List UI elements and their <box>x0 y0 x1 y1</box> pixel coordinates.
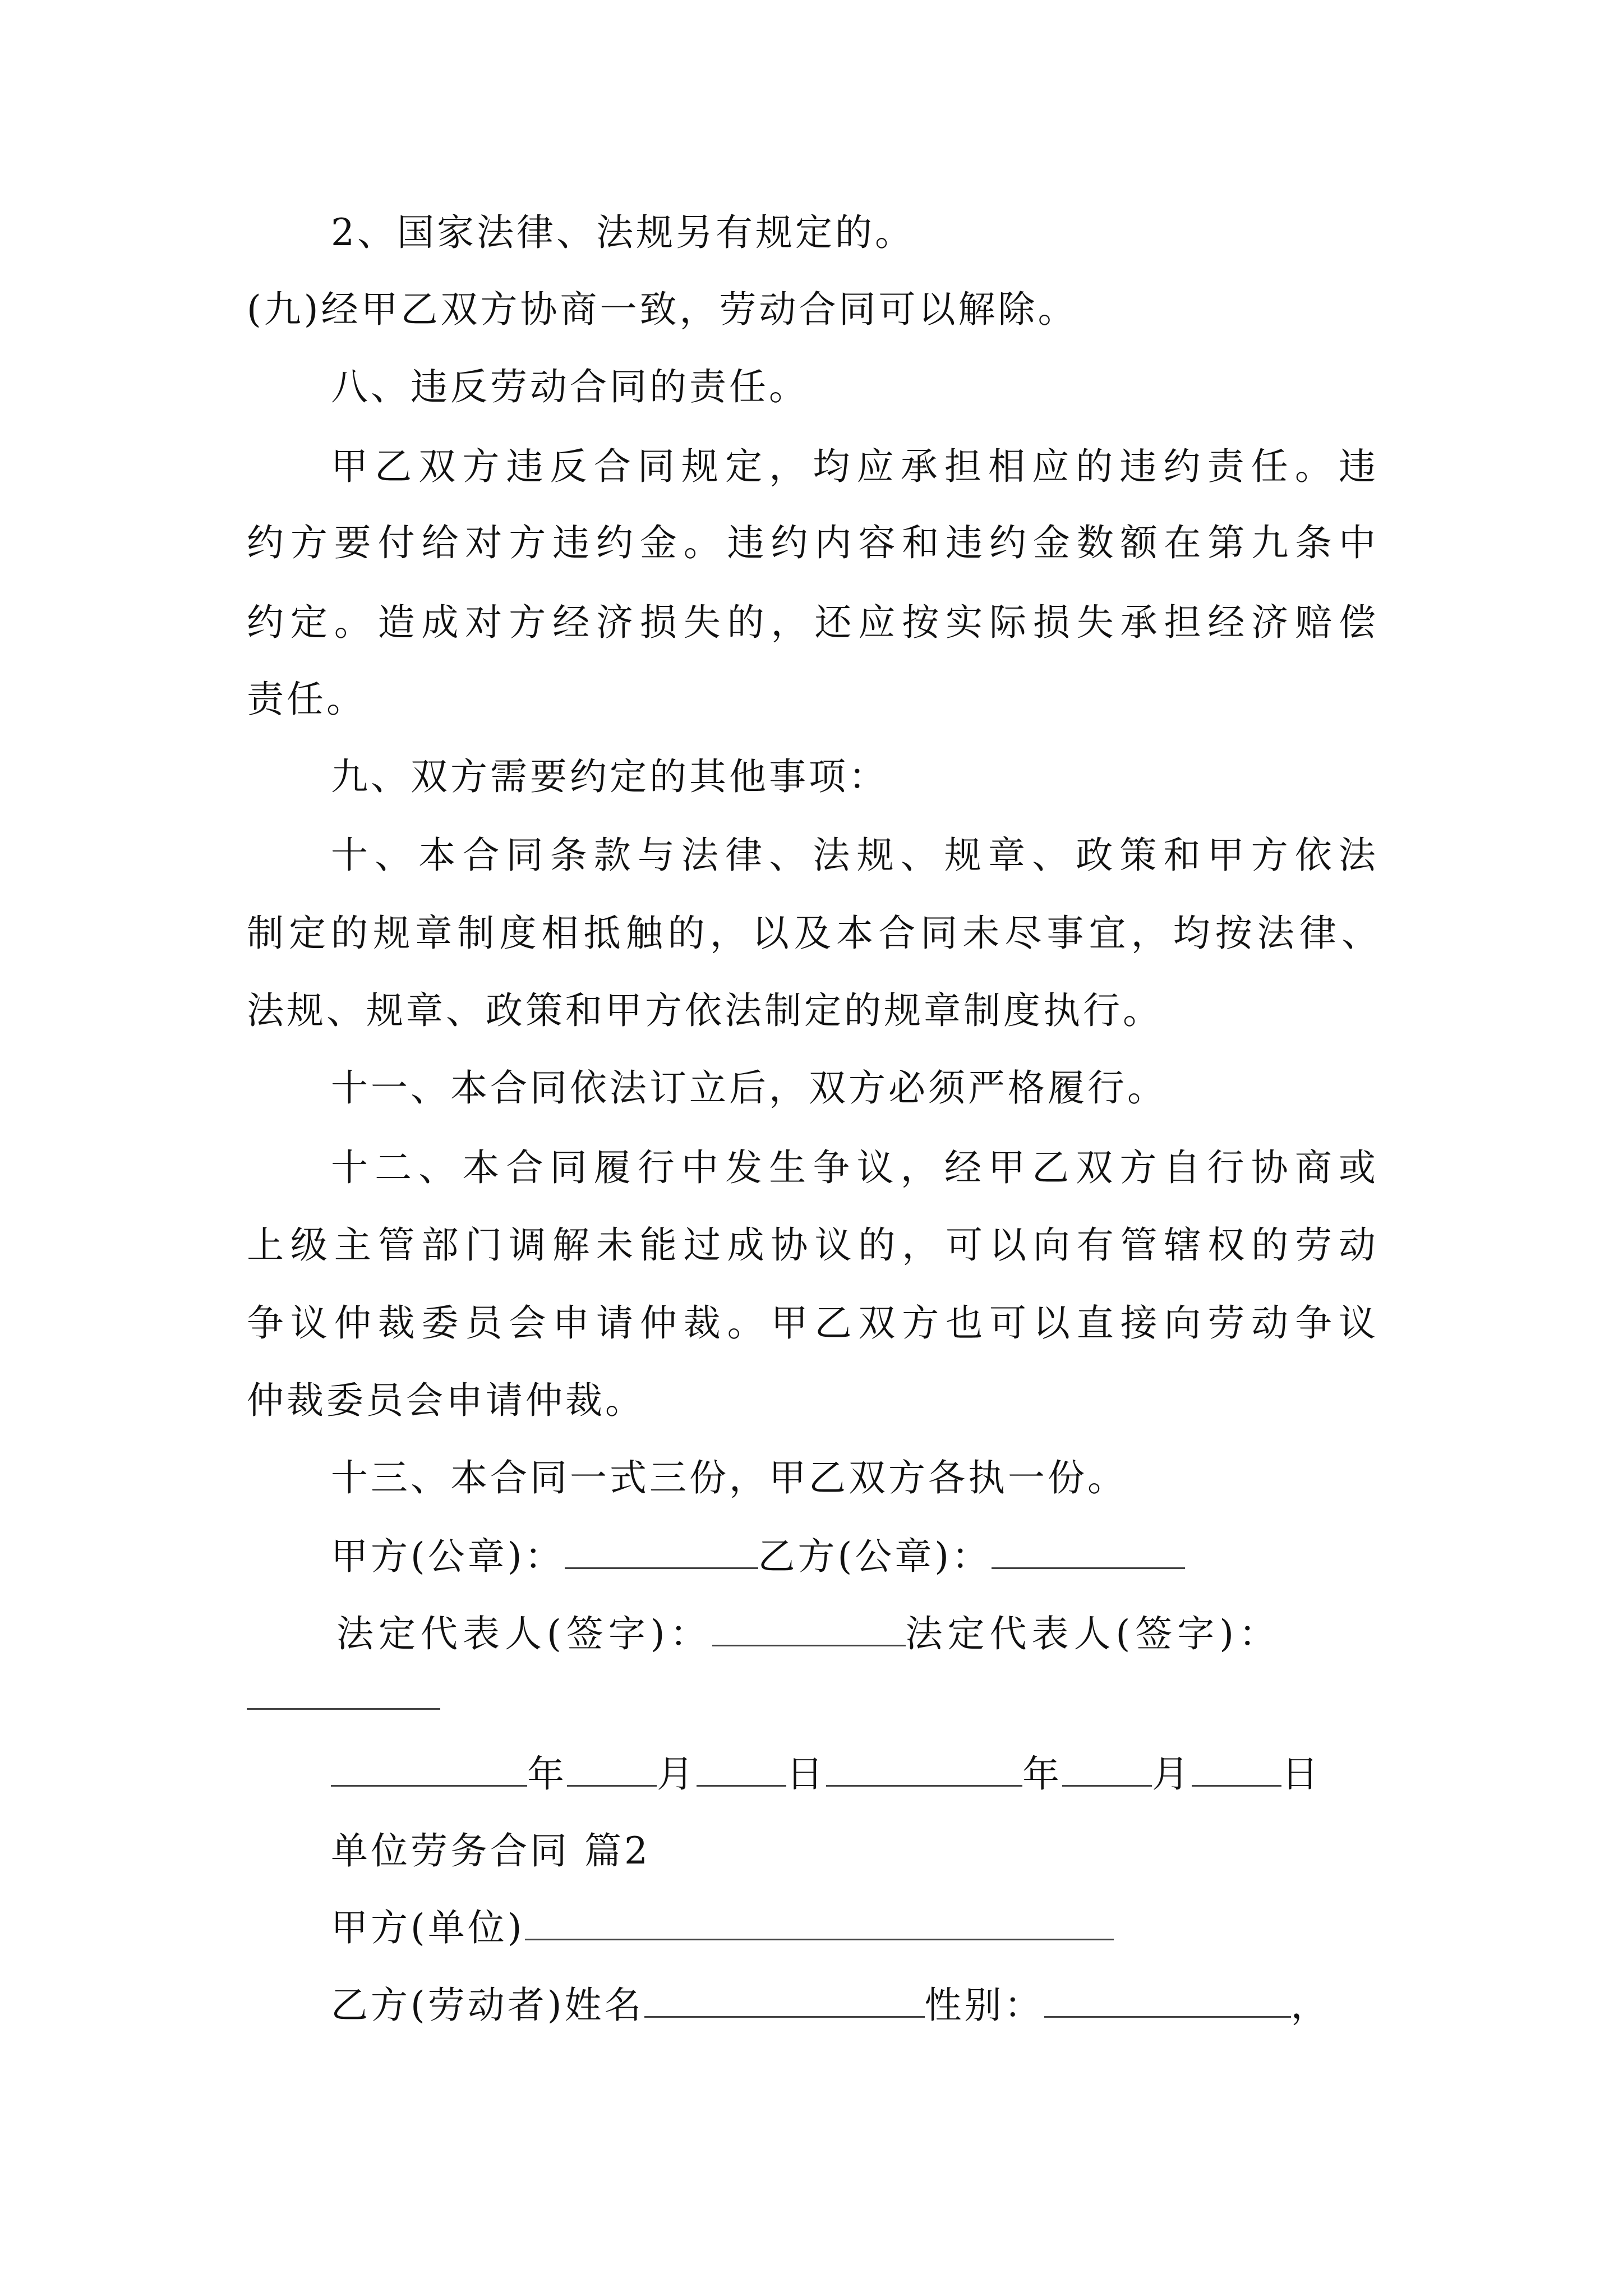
date-b-day-blank <box>1192 1754 1281 1787</box>
date-b-year-label: 年 <box>1022 1752 1062 1796</box>
section-heading: 八、违反劳动合同的责任。 <box>331 365 809 408</box>
date-a-day-label: 日 <box>786 1752 826 1796</box>
rep-b-blank <box>247 1708 440 1710</box>
trailing-comma: ， <box>1290 1984 1331 2027</box>
date-row <box>331 1749 1321 1800</box>
party-b-row <box>331 1980 1331 2031</box>
date-a-year-blank <box>331 1754 527 1787</box>
date-a-year-label: 年 <box>527 1752 567 1796</box>
paragraph-line: 制定的规章制度相抵触的，以及本合同未尽事宜，均按法律、 <box>247 912 1378 955</box>
party-a-unit-label: 甲方(单位) <box>331 1906 525 1949</box>
rep-a-label: 法定代表人(签字)： <box>336 1612 712 1655</box>
paragraph-line: 上级主管部门调解未能过成协议的，可以向有管辖权的劳动 <box>247 1223 1378 1267</box>
section-heading: 九、双方需要约定的其他事项： <box>331 755 888 798</box>
party-a-unit-blank <box>525 1907 1114 1940</box>
paragraph-line: 约定。造成对方经济损失的，还应按实际损失承担经济赔偿 <box>247 601 1378 644</box>
party-a-seal-label: 甲方(公章)： <box>331 1535 565 1578</box>
section-title: 单位劳务合同 篇2 <box>331 1829 651 1872</box>
paragraph-line: 十、本合同条款与法律、法规、规章、政策和甲方依法 <box>331 834 1378 877</box>
representative-row <box>336 1609 1281 1659</box>
gender-blank <box>1044 1985 1291 2018</box>
paragraph-line: 仲裁委员会申请仲裁。 <box>247 1379 645 1422</box>
party-b-seal-blank <box>992 1536 1185 1569</box>
date-b-day-label: 日 <box>1281 1752 1321 1796</box>
paragraph-line: 十一、本合同依法订立后，双方必须严格履行。 <box>331 1066 1167 1110</box>
gender-label: 性别： <box>924 1984 1044 2027</box>
date-b-year-blank <box>826 1754 1022 1787</box>
paragraph-line: 争议仲裁委员会申请仲裁。甲乙双方也可以直接向劳动争议 <box>247 1301 1378 1345</box>
paragraph-line: 责任。 <box>247 678 366 721</box>
seal-row <box>331 1531 1185 1582</box>
paragraph-line: 法规、规章、政策和甲方依法制定的规章制度执行。 <box>247 989 1163 1032</box>
rep-a-blank <box>712 1613 906 1646</box>
rep-b-label: 法定代表人(签字)： <box>905 1612 1281 1655</box>
paragraph-line: 甲乙双方违反合同规定，均应承担相应的违约责任。违 <box>331 445 1378 488</box>
date-a-month-blank <box>567 1754 657 1787</box>
paragraph-line: 十三、本合同一式三份，甲乙双方各执一份。 <box>331 1456 1127 1499</box>
date-a-month-label: 月 <box>657 1752 697 1796</box>
party-b-name-label: 乙方(劳动者)姓名 <box>331 1984 644 2027</box>
paragraph-line: 2、国家法律、法规另有规定的。 <box>331 211 915 254</box>
date-a-day-blank <box>697 1754 786 1787</box>
paragraph-line: 约方要付给对方违约金。违约内容和违约金数额在第九条中 <box>247 521 1378 564</box>
party-a-seal-blank <box>565 1536 758 1569</box>
party-b-seal-label: 乙方(公章)： <box>758 1535 992 1578</box>
party-a-row <box>331 1903 1114 1953</box>
date-b-month-blank <box>1062 1754 1152 1787</box>
paragraph-line: (九)经甲乙双方协商一致，劳动合同可以解除。 <box>247 288 1078 331</box>
date-b-month-label: 月 <box>1152 1752 1192 1796</box>
paragraph-line: 十二、本合同履行中发生争议，经甲乙双方自行协商或 <box>331 1146 1378 1189</box>
party-b-name-blank <box>644 1985 925 2018</box>
